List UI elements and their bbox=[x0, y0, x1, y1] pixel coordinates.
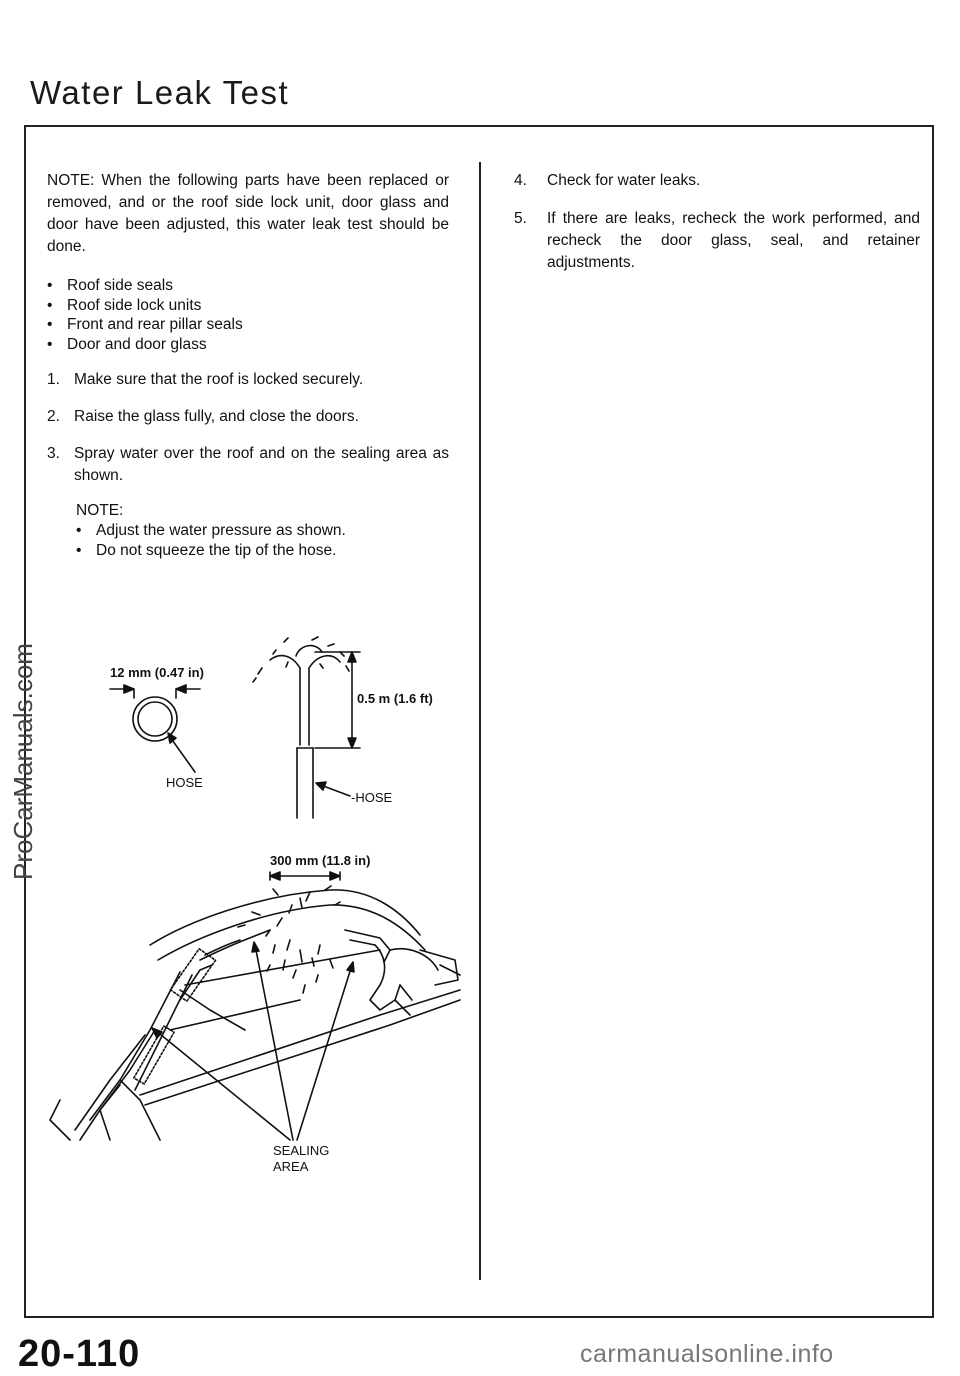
step-number: 4. bbox=[514, 172, 527, 189]
hose-diameter-label: 12 mm (0.47 in) bbox=[110, 665, 204, 680]
hose-cross-section bbox=[110, 685, 200, 772]
watermark: ProCarManuals.com bbox=[8, 643, 38, 880]
list-item: • Front and rear pillar seals bbox=[47, 315, 449, 335]
step-text: Make sure that the roof is locked securely. bbox=[74, 371, 364, 388]
spray-distance-label: 300 mm (11.8 in) bbox=[270, 853, 371, 868]
list-item: • Adjust the water pressure as shown. bbox=[76, 521, 449, 541]
list-item: • Door and door glass bbox=[47, 335, 449, 355]
step-number: 5. bbox=[514, 210, 527, 227]
step-text: Check for water leaks. bbox=[547, 172, 701, 189]
step-text: Raise the glass fully, and close the doors. bbox=[74, 408, 359, 425]
step-number: 3. bbox=[47, 445, 60, 462]
hose-label: HOSE bbox=[166, 775, 203, 790]
sealing-area-label-2: AREA bbox=[273, 1159, 309, 1174]
spray-note-label: NOTE: bbox=[76, 502, 124, 519]
spray-height-label: 0.5 m (1.6 ft) bbox=[357, 691, 433, 706]
page-number: 20-110 bbox=[18, 1333, 141, 1375]
step-number: 1. bbox=[47, 371, 60, 388]
step-text: Spray water over the roof and on the sealing area as shown. bbox=[74, 445, 449, 484]
list-item: • Roof side seals bbox=[47, 276, 449, 296]
sealing-area-label: SEALING bbox=[273, 1143, 330, 1158]
list-item: • Do not squeeze the tip of the hose. bbox=[76, 541, 449, 561]
list-item: • Roof side lock units bbox=[47, 296, 449, 316]
car-roof-sketch bbox=[50, 872, 460, 1140]
step-text: If there are leaks, recheck the work performed, and recheck the door glass, seal, and retainer adjustments. bbox=[547, 210, 920, 271]
page-title: Water Leak Test bbox=[30, 74, 290, 111]
step-number: 2. bbox=[47, 408, 60, 425]
hose-label-2: -HOSE bbox=[351, 790, 393, 805]
footer-site: carmanualsonline.info bbox=[580, 1340, 834, 1368]
intro-note: NOTE: When the following parts have been replaced or removed, and or the roof side lock unit, door glass and door have been adjusted, this water leak test should be done. bbox=[47, 172, 449, 255]
vertical-spray bbox=[253, 637, 360, 818]
